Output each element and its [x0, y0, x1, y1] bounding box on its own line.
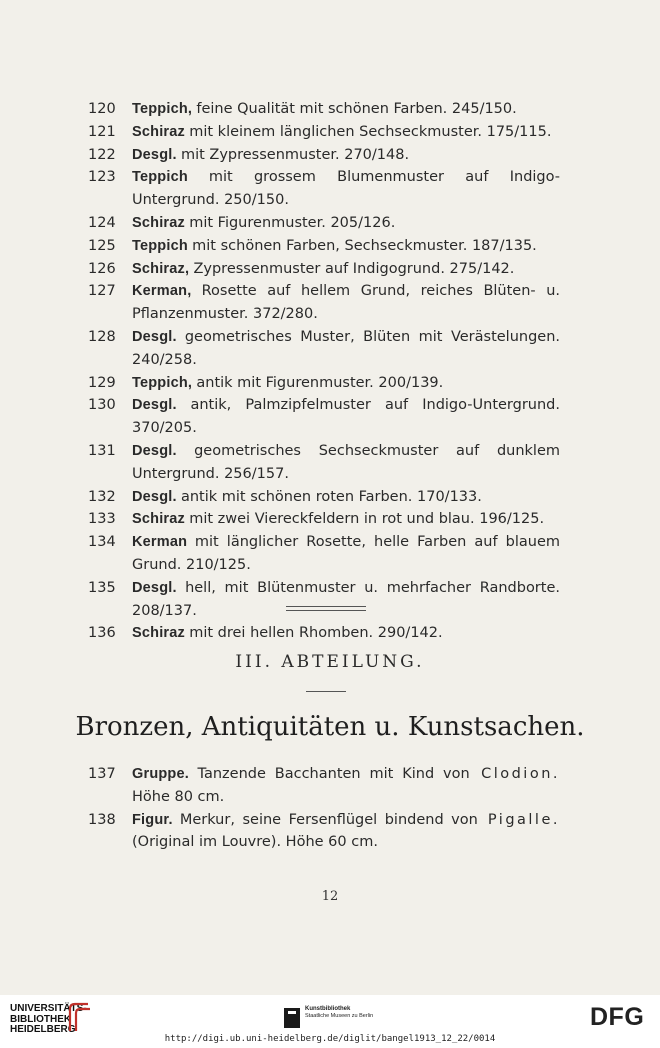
catalog-entries [0, 98, 660, 645]
catalog-entry [0, 577, 660, 623]
entry-keyword: Kerman [132, 534, 188, 551]
entry-description: Merkur, seine Fersenflügel bindend von [179, 811, 478, 828]
entry-number: 120 [88, 101, 116, 117]
page-number: 12 [321, 889, 339, 904]
entry-number: 126 [88, 260, 116, 277]
entry-keyword: Desgl. [132, 488, 177, 505]
entry-description: mit zwei Viereckfeldern in rot und blau. 196/125. [189, 511, 545, 528]
kunstbibliothek-logo-text [305, 1006, 373, 1020]
entry-number: 127 [88, 283, 116, 300]
entry-number: 123 [88, 169, 116, 186]
source-url[interactable]: http://digi.ub.uni-heidelberg.de/diglit/bangel1913_12_22/0014 [164, 1034, 496, 1044]
entry-keyword: Schiraz, [132, 260, 190, 277]
catalog-entry [0, 809, 660, 855]
catalog-entry [0, 121, 660, 144]
entry-keyword: Desgl. [132, 442, 177, 459]
digitization-footer [0, 995, 660, 1048]
entry-number: 128 [88, 328, 116, 345]
library-line: HEIDELBERG [10, 1024, 76, 1035]
entry-description: mit länglicher Rosette, helle Farben auf blauem Grund. 210/125. [132, 534, 560, 573]
entry-number: 133 [88, 511, 116, 528]
entry-description: mit drei hellen Rhomben. 290/142. [189, 625, 443, 642]
library-line: BIBLIOTHEK [10, 1013, 72, 1025]
catalog-entry [0, 531, 660, 577]
entry-keyword: Desgl. [132, 146, 177, 163]
kunstbibliothek-subtitle: Staatliche Museen zu Berlin [305, 1013, 374, 1019]
entry-keyword: Kerman, [132, 283, 192, 300]
section-label: III. ABTEILUNG. [235, 652, 425, 672]
entry-description: Zypressenmuster auf Indigogrund. 275/142. [193, 260, 515, 277]
entry-description: antik, Palmzipfelmuster auf Indigo-Untergrund. 370/205. [132, 397, 560, 437]
entry-description: mit grossem Blumenmuster auf Indigo-Untergrund. 250/150. [132, 169, 560, 209]
entry-number: 121 [88, 123, 116, 140]
entry-description: geometrisches Sechseckmuster auf dunklem Untergrund. 256/157. [132, 442, 560, 482]
entry-keyword: Schiraz [132, 214, 185, 231]
catalog-entry [0, 326, 660, 372]
entry-number: 129 [88, 374, 116, 391]
kunstbibliothek-title: Kunstbibliothek [305, 1006, 351, 1012]
entry-keyword: Teppich [132, 237, 188, 254]
entry-description: geometrisches Muster, Blüten mit Verästelungen. 240/258. [132, 328, 561, 368]
catalog-entry [0, 235, 660, 258]
entry-description: mit kleinem länglichen Sechseckmuster. 175/115. [189, 123, 552, 140]
entry-description: mit Figurenmuster. 205/126. [189, 214, 396, 231]
catalog-entry [0, 622, 660, 645]
entry-number: 132 [88, 488, 116, 505]
entry-artist: Clodion. [481, 766, 561, 782]
entry-number: 125 [88, 237, 116, 254]
catalog-entry [0, 394, 660, 440]
entry-keyword: Schiraz [132, 511, 185, 528]
entry-description-end: (Original im Louvre). Höhe 60 cm. [132, 834, 378, 851]
entry-keyword: Desgl. [132, 397, 177, 414]
entry-keyword: Gruppe. [132, 766, 189, 782]
catalog-entry [0, 486, 660, 509]
short-rule-divider [306, 691, 346, 692]
entry-number: 136 [88, 625, 116, 642]
entry-keyword: Schiraz [132, 123, 185, 140]
entry-number: 124 [88, 214, 116, 231]
entry-keyword: Teppich, [132, 101, 193, 117]
catalog-entry [0, 372, 660, 395]
entry-description: Rosette auf hellem Grund, reiches Blüten- u. Pflanzenmuster. 372/280. [132, 283, 560, 323]
catalog-entry [0, 144, 660, 167]
entry-artist: Pigalle. [487, 811, 560, 828]
catalog-entry [0, 440, 660, 486]
entry-description: mit Zypressenmuster. 270/148. [180, 146, 410, 163]
entry-number: 134 [88, 534, 116, 551]
entry-keyword: Desgl. [132, 579, 177, 596]
entry-keyword: Teppich [132, 169, 188, 186]
catalog-entry [0, 166, 660, 212]
section-heading: Bronzen, Antiquitäten u. Kunstsachen. [75, 712, 585, 742]
entry-description: antik mit Figurenmuster. 200/139. [196, 374, 444, 391]
entry-number: 130 [88, 397, 116, 414]
entry-description: feine Qualität mit schönen Farben. 245/150. [196, 101, 517, 117]
entry-keyword: Desgl. [132, 328, 177, 345]
ub-heidelberg-logo-icon [66, 1001, 94, 1033]
entry-number: 138 [88, 811, 116, 828]
catalog-entry [0, 763, 660, 809]
catalog-entry [0, 280, 660, 326]
entry-number: 122 [88, 146, 116, 163]
entry-number: 131 [88, 442, 116, 459]
library-line: UNIVERSITÄTS- [10, 1003, 87, 1014]
catalog-entry [0, 508, 660, 531]
double-rule-divider [286, 606, 366, 611]
catalog-entries-section-3 [0, 763, 660, 854]
entry-number: 135 [88, 579, 116, 596]
kunstbibliothek-logo-icon [283, 1007, 301, 1029]
catalog-entry [0, 212, 660, 235]
entry-number: 137 [88, 766, 116, 782]
entry-description-end: Höhe 80 cm. [132, 788, 225, 805]
catalog-entry [0, 258, 660, 281]
entry-description: Tanzende Bacchanten mit Kind von [197, 766, 470, 782]
entry-description: hell, mit Blütenmuster u. mehrfacher Randborte. 208/137. [132, 579, 560, 619]
entry-keyword: Figur. [132, 811, 173, 828]
entry-description: antik mit schönen roten Farben. 170/133. [180, 488, 482, 505]
entry-keyword: Schiraz [132, 625, 185, 642]
entry-description: mit schönen Farben, Sechseckmuster. 187/135. [192, 237, 537, 254]
catalog-entry [0, 98, 660, 121]
dfg-logo: DFG [590, 1003, 645, 1031]
entry-keyword: Teppich, [132, 374, 193, 391]
